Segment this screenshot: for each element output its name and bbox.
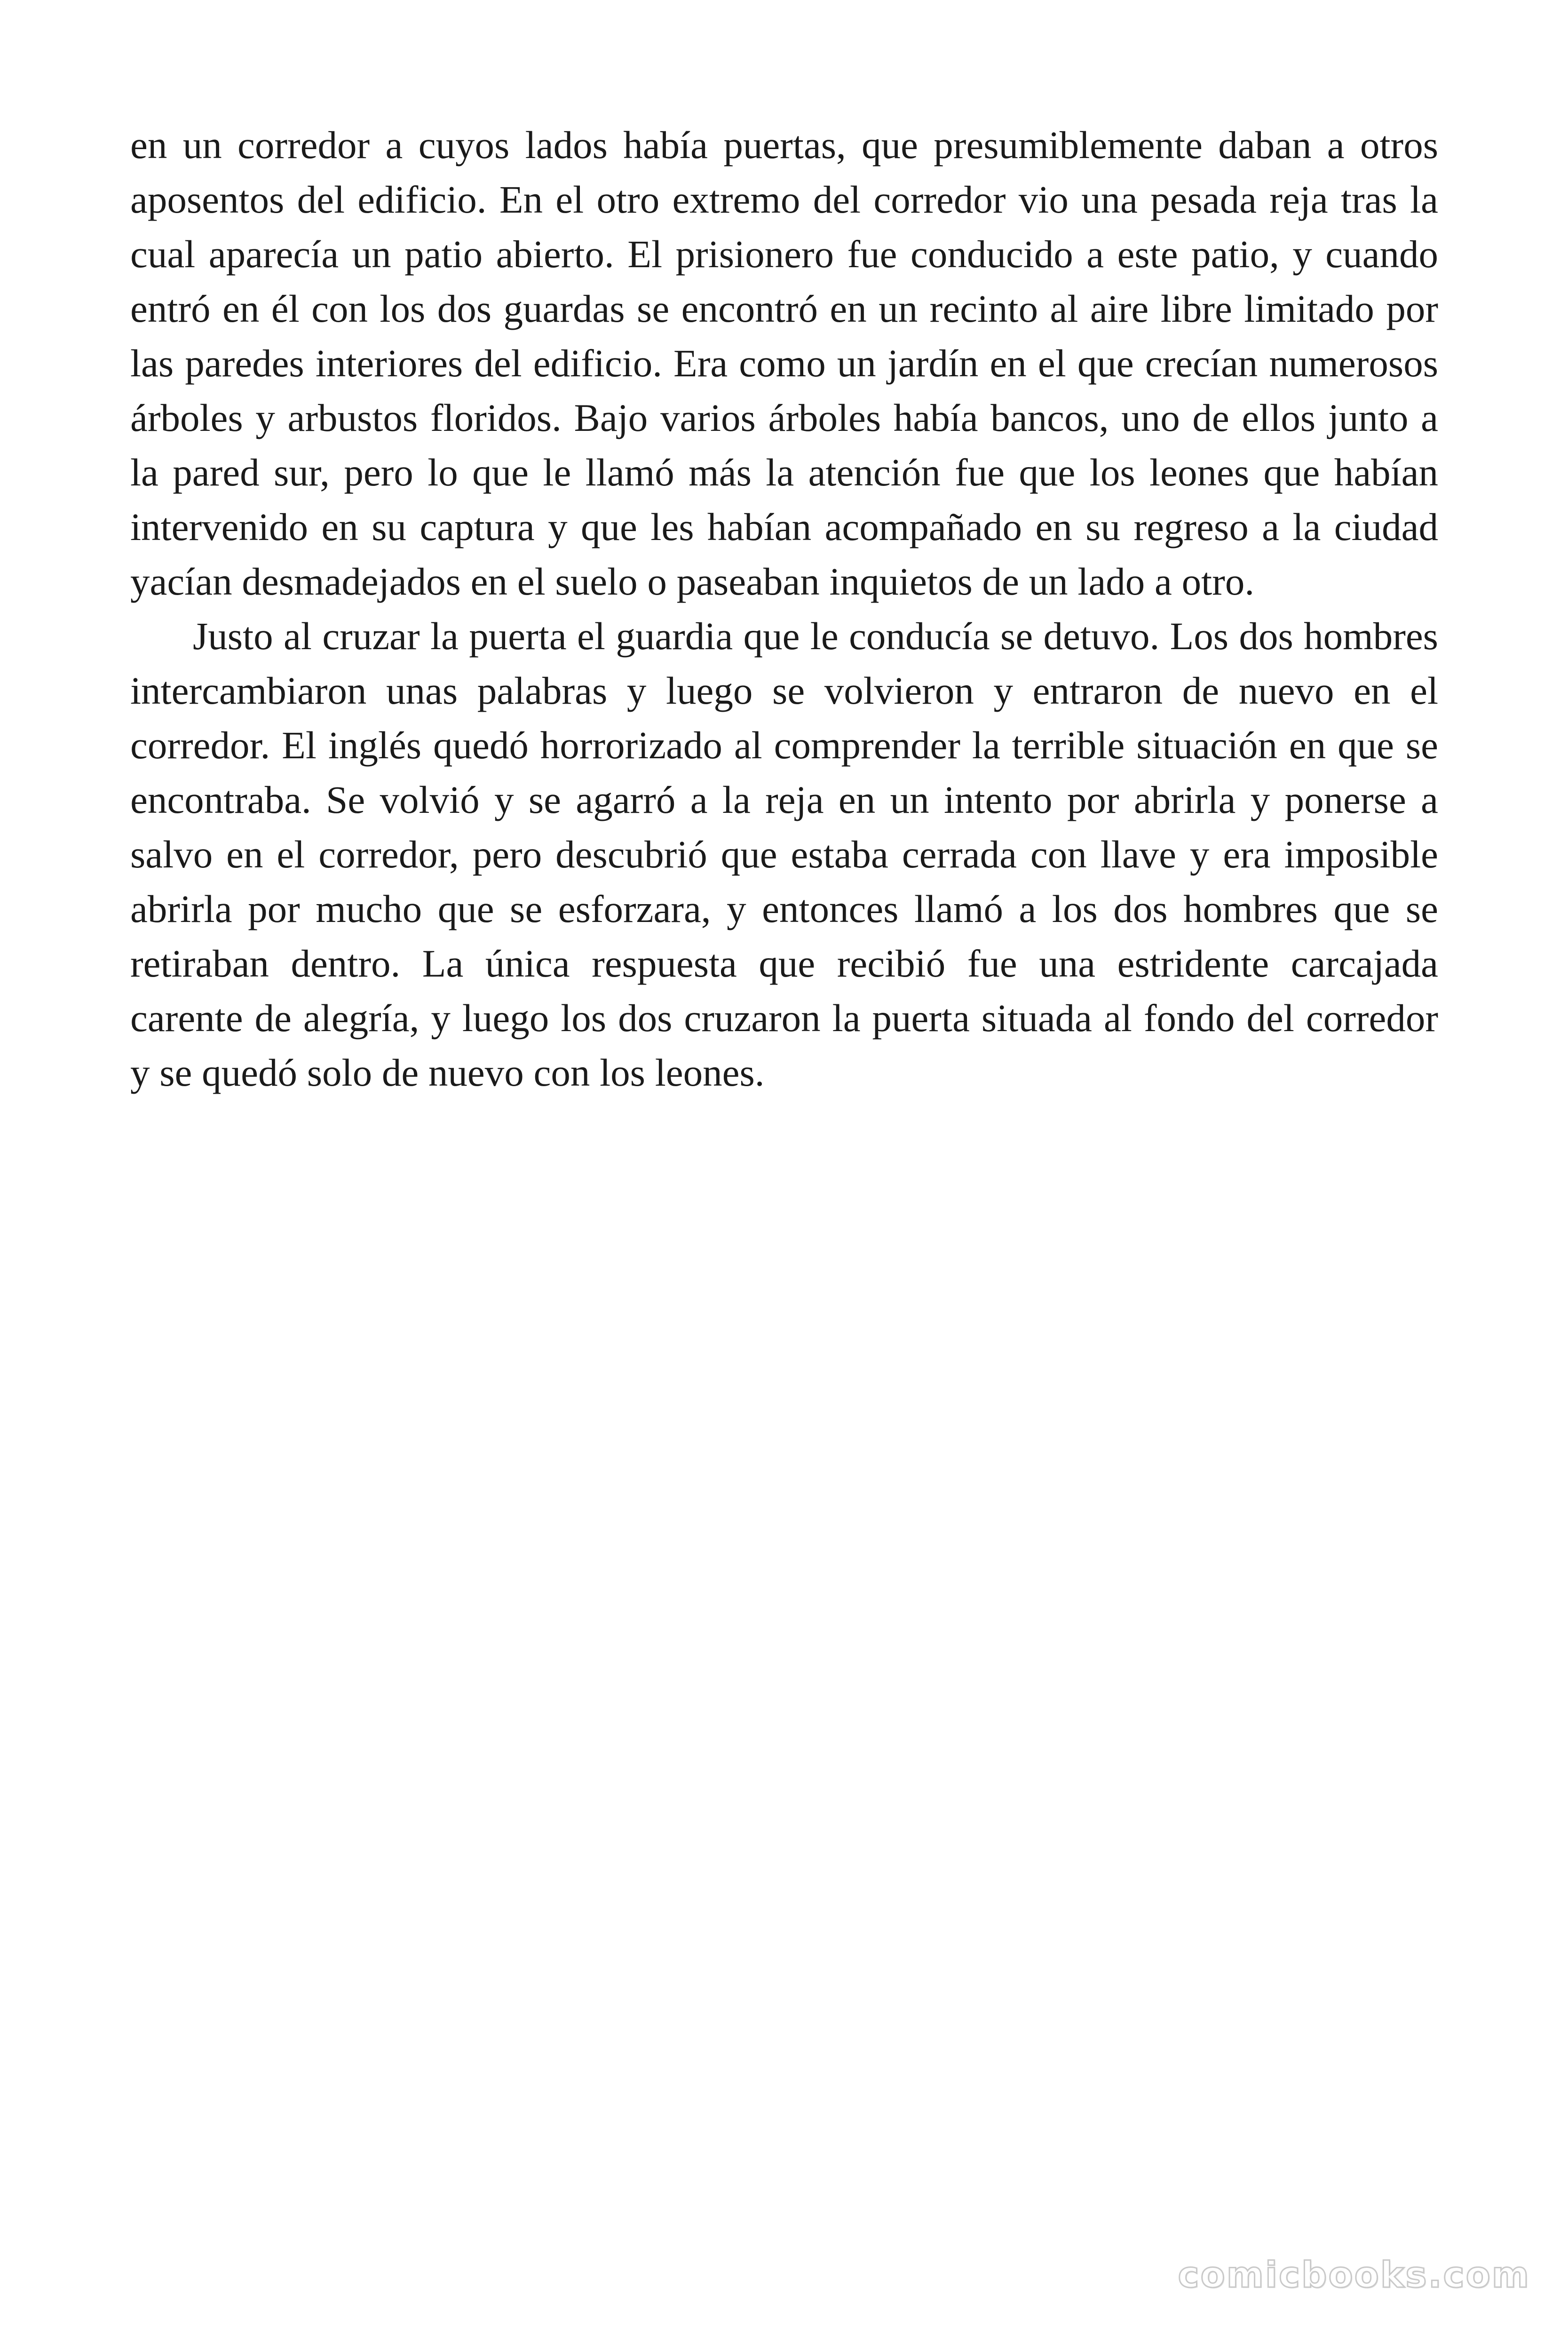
body-text — [130, 118, 1438, 1100]
watermark: comicbooks.com — [1178, 2254, 1530, 2296]
paragraph-1: en un corredor a cuyos lados había puertas, que presumiblemente daban a otros aposentos del edificio. En el otro extremo del corredor vio una pesada reja tras la cual aparecía un patio abierto. El prisionero fue conducido a este patio, y cuando entró en él con los dos guardas se encontró en un recinto al aire libre limitado por las paredes interiores del edificio. Era como un jardín en el que crecían numerosos árboles y arbustos floridos. Bajo varios árboles había bancos, uno de ellos junto a la pared sur, pero lo que le llamó más la atención fue que los leones que habían intervenido en su captura y que les habían acompañado en su regreso a la ciudad yacían desmadejados en el suelo o paseaban inquietos de un lado a otro. — [130, 123, 1438, 603]
paragraph-2: Justo al cruzar la puerta el guardia que le conducía se detuvo. Los dos hombres intercambiaron unas palabras y luego se volvieron y entraron de nuevo en el corredor. El inglés quedó horrorizado al comprender la terrible situación en que se encontraba. Se volvió y se agarró a la reja en un intento por abrirla y ponerse a salvo en el corredor, pero descubrió que estaba cerrada con llave y era imposible abrirla por mucho que se esforzara, y entonces llamó a los dos hombres que se retiraban dentro. La única respuesta que recibió fue una estridente carcajada carente de alegría, y luego los dos cruzaron la puerta situada al fondo del corredor y se quedó solo de nuevo con los leones. — [130, 614, 1438, 1094]
